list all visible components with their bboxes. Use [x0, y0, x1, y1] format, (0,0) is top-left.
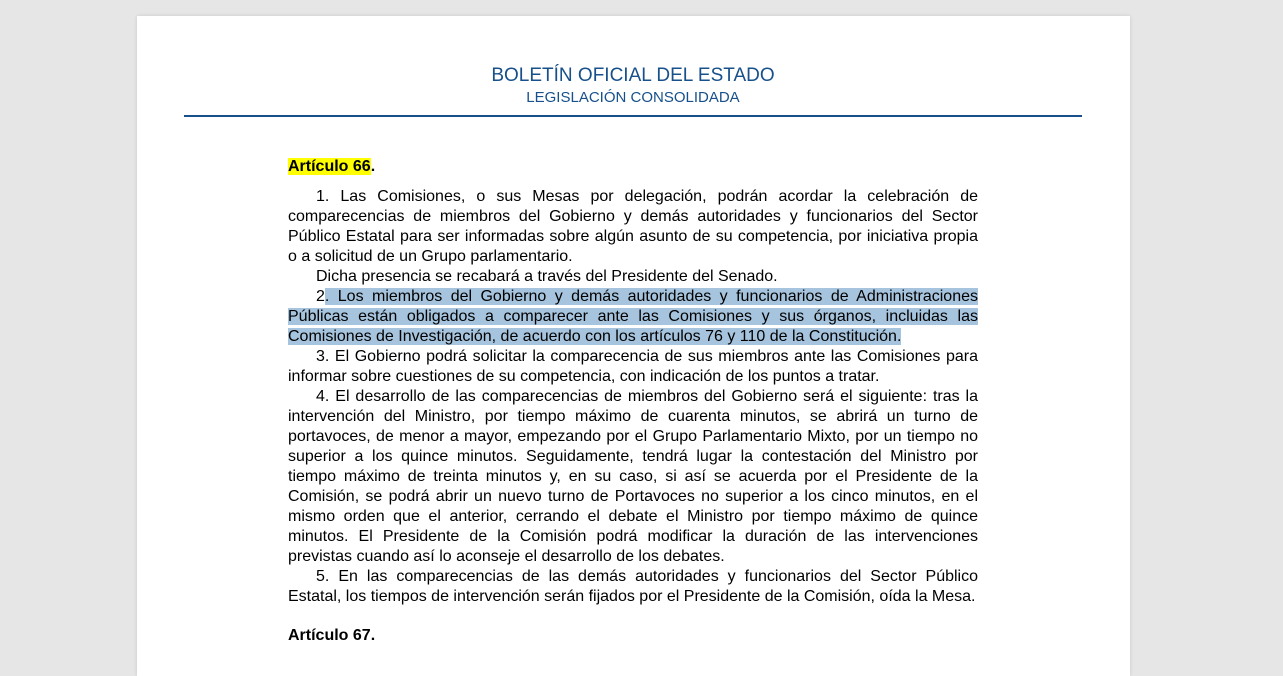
text-selection[interactable]: . Los miembros del Gobierno y demás autoridades y funcionarios de Administraciones Públicas están obligados a comparecer ante las Comisiones y sus órganos, incluidas las Comisiones de Investigación, de acuerdo con los artículos 76 y 110 de la Constitución.: [288, 288, 978, 345]
header-subtitle: LEGISLACIÓN CONSOLIDADA: [526, 89, 740, 106]
header-divider: [184, 115, 1082, 117]
paragraph-6[interactable]: 5. En las comparecencias de las demás autoridades y funcionarios del Sector Público Estatal, los tiempos de intervención serán fijados por el Presidente de la Comisión, oída la Mesa.: [288, 568, 978, 605]
next-article-heading: Artículo 67.: [288, 627, 376, 644]
article-heading: [288, 157, 978, 177]
paragraph-1[interactable]: 1. Las Comisiones, o sus Mesas por delegación, podrán acordar la celebración de comparecencias de miembros del Gobierno y demás autoridades y funcionarios del Sector Público Estatal para ser informadas sobre algún asunto de su competencia, por iniciativa propia o a solicitud de un Grupo parlamentario.: [288, 188, 978, 265]
document-page: [137, 16, 1130, 676]
paragraph-3[interactable]: [288, 287, 978, 347]
document-body[interactable]: [288, 157, 978, 646]
paragraph-3-start: 2: [316, 288, 325, 305]
document-header: [184, 64, 1082, 108]
paragraph-2[interactable]: Dicha presencia se recabará a través del Presidente del Senado.: [316, 268, 778, 285]
paragraph-4[interactable]: 3. El Gobierno podrá solicitar la comparecencia de sus miembros ante las Comisiones para informar sobre cuestiones de su competencia, con indicación de los puntos a tratar.: [288, 348, 978, 385]
header-title: BOLETÍN OFICIAL DEL ESTADO: [491, 65, 775, 86]
search-highlight: Artículo 66: [288, 158, 371, 175]
paragraph-5[interactable]: 4. El desarrollo de las comparecencias de miembros del Gobierno será el siguiente: tras la intervención del Ministro, por tiempo máximo de cuarenta minutos, se abrirá un turno de portavoces, de menor a mayor, empezando por el Grupo Parlamentario Mixto, por un tiempo no superior a los quince minutos. Seguidamente, tendrá lugar la contestación del Ministro por tiempo máximo de treinta minutos y, en su caso, si así se acuerda por el Presidente de la Comisión, se podrá abrir un nuevo turno de Portavoces no superior a los cinco minutos, en el mismo orden que el anterior, cerrando el debate el Ministro por tiempo máximo de quince minutos. El Presidente de la Comisión podrá modificar la duración de las intervenciones previstas cuando así lo aconseje el desarrollo de los debates.: [288, 388, 978, 565]
article-heading-suffix: .: [370, 158, 376, 175]
